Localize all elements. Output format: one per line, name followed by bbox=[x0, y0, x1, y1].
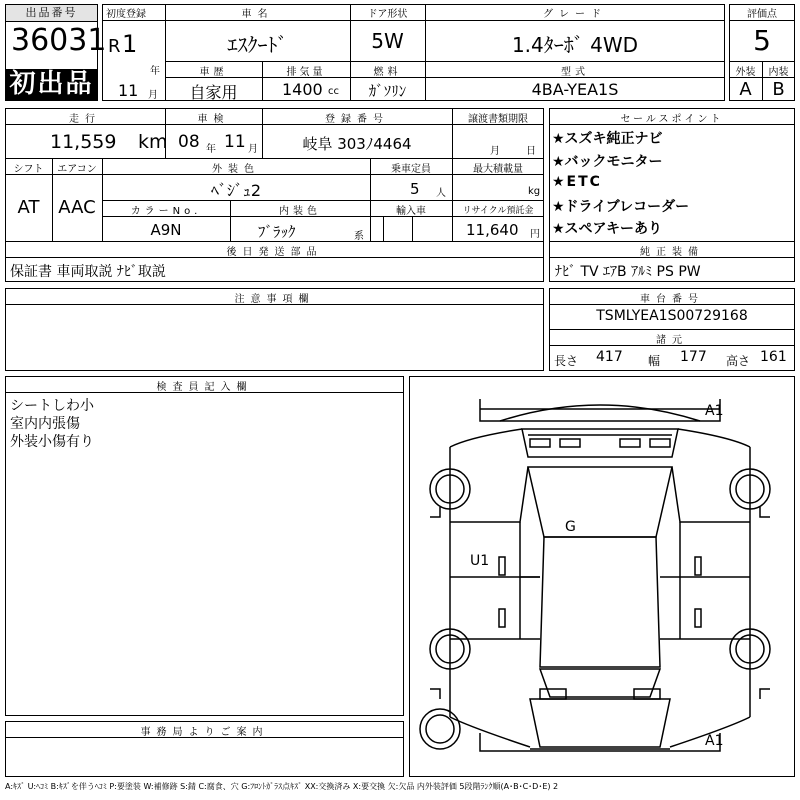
door-value: 5W bbox=[371, 29, 404, 53]
diagram-mark: A1 bbox=[705, 403, 724, 419]
height-value: 161 bbox=[760, 349, 787, 365]
int-color-value: ﾌﾞﾗｯｸ bbox=[258, 223, 296, 241]
legend-text: A:ｷｽﾞ U:ﾍｺﾐ B:ｷｽﾞを伴うﾍｺﾐ P:要塗装 W:補修跡 S:錆 C:腐食、穴 G:ﾌﾛﾝﾄｶﾞﾗｽ点ｷｽﾞ XX:交換済み X:要交換 欠:欠品 内外装評価 5段階ﾗﾝｸ順(A･B･C･D･E) 2 bbox=[5, 782, 559, 791]
displacement-label: 排気量 bbox=[286, 67, 326, 78]
reg-no-label: 登録番号 bbox=[325, 114, 389, 125]
car-name-label: 車名 bbox=[241, 9, 274, 20]
mileage-unit: km bbox=[138, 131, 168, 153]
inspector-label: 検査員記入欄 bbox=[156, 382, 253, 393]
color-no-value: A9N bbox=[150, 221, 182, 239]
diagram-mark: U1 bbox=[470, 553, 490, 569]
model-label: 型式 bbox=[561, 67, 589, 78]
notes-label: 注意事項欄 bbox=[234, 294, 315, 305]
later-parts-value: 保証書 車両取説 ﾅﾋﾞ取説 bbox=[10, 264, 166, 280]
shift-value: AT bbox=[17, 197, 40, 218]
grade-value: 1.4ﾀｰﾎﾞ 4WD bbox=[511, 33, 639, 57]
int-color-unit: 系 bbox=[354, 231, 364, 242]
sales-point-item: ★スズキ純正ナビ bbox=[552, 131, 663, 147]
chassis-value: TSMLYEA1S00729168 bbox=[596, 308, 748, 324]
displacement-unit: cc bbox=[328, 86, 339, 97]
width-label: 幅 bbox=[648, 354, 661, 368]
sales-point-item: ★スペアキーあり bbox=[552, 221, 662, 237]
recycle-label: リサイクル預託金 bbox=[462, 206, 534, 216]
length-value: 417 bbox=[596, 349, 623, 365]
capacity-value: 5 bbox=[410, 180, 420, 198]
score-value: 5 bbox=[753, 24, 771, 57]
inspection-year: 08 bbox=[178, 132, 200, 152]
max-load-label: 最大積載量 bbox=[473, 164, 523, 175]
interior-grade: B bbox=[772, 79, 785, 100]
inspection-label: 車検 bbox=[197, 114, 230, 125]
sales-points-label: セールスポイント bbox=[620, 114, 724, 125]
sales-point-item: ★バックモニター bbox=[552, 154, 663, 170]
inspection-month: 11 bbox=[224, 132, 246, 152]
exterior-grade: A bbox=[739, 79, 752, 100]
first-reg-era: R bbox=[108, 36, 121, 57]
lot-box bbox=[5, 4, 107, 101]
transfer-month-unit: 月 bbox=[490, 146, 500, 157]
import-label: 輸入車 bbox=[396, 206, 426, 217]
inspector-line: 外装小傷有り bbox=[10, 434, 94, 450]
reg-no-value: 岐阜 303ﾉ4464 bbox=[302, 135, 412, 153]
chassis-label: 車台番号 bbox=[640, 294, 704, 305]
model-value: 4BA-YEA1S bbox=[531, 80, 619, 99]
lot-label: 出品番号 bbox=[6, 5, 97, 22]
length-label: 長さ bbox=[554, 354, 579, 368]
score-label: 評価点 bbox=[747, 9, 777, 20]
month-unit: 月 bbox=[148, 90, 158, 101]
ac-label: エアコン bbox=[57, 164, 97, 175]
car-diagram bbox=[410, 377, 794, 776]
equipment-label: 純正装備 bbox=[640, 247, 704, 258]
first-reg-label: 初度登録 bbox=[106, 9, 146, 20]
color-no-label: カラーNo. bbox=[130, 206, 202, 217]
history-label: 車歴 bbox=[199, 67, 228, 78]
capacity-label: 乗車定員 bbox=[391, 164, 431, 175]
damage-diagram-box bbox=[409, 376, 795, 777]
sales-point-item: ★ETC bbox=[552, 174, 602, 190]
first-reg-year: 1 bbox=[122, 30, 138, 58]
height-label: 高さ bbox=[726, 354, 751, 368]
ac-value: AAC bbox=[58, 197, 96, 218]
first-listing-badge: 初出品 bbox=[6, 69, 97, 100]
exterior-label: 外装 bbox=[735, 67, 756, 78]
fuel-label: 燃料 bbox=[373, 67, 402, 78]
interior-label: 内装 bbox=[768, 67, 789, 78]
ext-color-value: ﾍﾞｼﾞｭ2 bbox=[210, 181, 262, 200]
equipment-value: ﾅﾋﾞ TV ｴｱB ｱﾙﾐ PS PW bbox=[555, 264, 701, 280]
office-label: 事務局よりご案内 bbox=[140, 727, 269, 738]
width-value: 177 bbox=[680, 349, 707, 365]
ext-color-label: 外装色 bbox=[212, 164, 260, 175]
mileage-label: 走行 bbox=[69, 114, 101, 125]
lot-number: 36031 bbox=[11, 23, 107, 58]
shift-label: シフト bbox=[13, 164, 44, 175]
inspector-line: シートしわ小 bbox=[10, 398, 94, 414]
inspection-month-unit: 月 bbox=[248, 144, 258, 155]
first-reg-month: 11 bbox=[118, 81, 139, 100]
displacement-value: 1400 bbox=[282, 80, 323, 99]
inspector-line: 室内内張傷 bbox=[10, 416, 80, 432]
specs-label: 諸元 bbox=[656, 335, 688, 346]
sales-point-item: ★ドライブレコーダー bbox=[552, 199, 690, 215]
grade-label: グレード bbox=[543, 9, 607, 20]
inspection-year-unit: 年 bbox=[206, 144, 216, 155]
diagram-mark: A1 bbox=[705, 733, 724, 749]
car-name: ｴｽｸｰﾄﾞ bbox=[227, 33, 288, 57]
recycle-value: 11,640 bbox=[466, 221, 519, 239]
door-label: ドア形状 bbox=[367, 9, 408, 20]
recycle-unit: 円 bbox=[530, 229, 540, 240]
later-parts-label: 後日発送部品 bbox=[226, 247, 323, 258]
fuel-value: ｶﾞｿﾘﾝ bbox=[368, 82, 407, 100]
max-load-unit: kg bbox=[528, 186, 541, 197]
transfer-day-unit: 日 bbox=[526, 146, 536, 157]
mileage-value: 11,559 bbox=[50, 131, 117, 153]
diagram-mark: G bbox=[565, 519, 576, 535]
history-value: 自家用 bbox=[189, 83, 238, 102]
int-color-label: 内装色 bbox=[279, 206, 321, 217]
capacity-unit: 人 bbox=[436, 188, 446, 199]
transfer-label: 譲渡書類期限 bbox=[468, 114, 528, 125]
year-unit: 年 bbox=[150, 66, 160, 77]
